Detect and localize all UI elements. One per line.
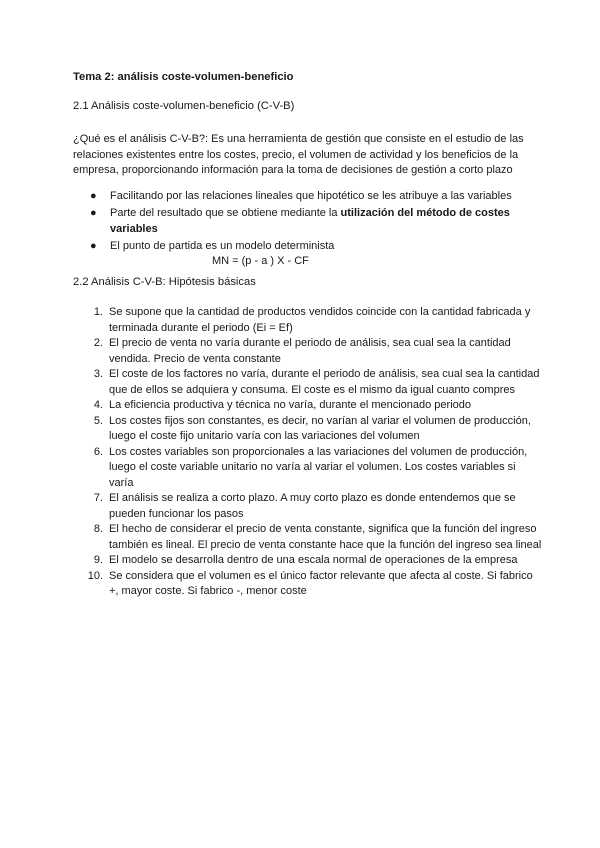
bullet-list [73, 189, 533, 271]
list-item [73, 367, 543, 398]
list-item [73, 414, 543, 445]
list-text: La eficiencia productiva y técnica no varía, durante el mencionado periodo [109, 399, 472, 411]
list-number: 8. [93, 523, 103, 535]
document-title: Tema 2: análisis coste-volumen-beneficio [73, 71, 294, 83]
bullet-text: Facilitando por las relaciones lineales que hipotético se les atribuye a las variables [110, 190, 512, 202]
list-number: 4. [93, 399, 103, 411]
list-item [73, 336, 543, 367]
list-text: Los costes variables son proporcionales a las variaciones del volumen de producción, luego el coste variable unitario no varía al variar el volumen. Los costes variables si varía [109, 445, 528, 489]
list-item [73, 206, 533, 237]
list-number: 3. [93, 368, 103, 380]
list-item [73, 305, 543, 336]
section-heading-2-1: 2.1 Análisis coste-volumen-beneficio (C-V-B) [73, 100, 295, 112]
bullet-icon: ● [90, 190, 97, 202]
list-item [73, 569, 543, 600]
list-text: El análisis se realiza a corto plazo. A muy corto plazo es donde entendemos que se pueden funcionar los pasos [109, 492, 516, 520]
list-number: 7. [93, 492, 103, 504]
bullet-text: El punto de partida es un modelo determinista [110, 239, 335, 252]
bullet-text-bold: utilización del método de costes variables [110, 207, 510, 235]
list-item [73, 445, 543, 492]
numbered-list [73, 305, 543, 600]
list-number: 2. [93, 337, 103, 349]
list-number: 1. [93, 306, 103, 318]
list-item [73, 553, 543, 569]
list-text: El hecho de considerar el precio de venta constante, significa que la función del ingreso también es lineal. El precio de venta constante hace que la función del ingreso sea lineal [109, 523, 542, 551]
list-number: 10. [87, 569, 103, 582]
section-heading-2-2: 2.2 Análisis C-V-B: Hipótesis básicas [73, 276, 256, 288]
bullet-icon: ● [90, 239, 97, 252]
list-text: Se considera que el volumen es el único factor relevante que afecta al coste. Si fabrico +, mayor coste. Si fabrico -, menor coste [109, 569, 533, 597]
list-item [73, 491, 543, 522]
list-text: Se supone que la cantidad de productos vendidos coincide con la cantidad fabricada y terminada durante el periodo (Ei = Ef) [109, 306, 531, 334]
list-text: Los costes fijos son constantes, es decir, no varían al variar el volumen de producción, luego el coste fijo unitario varía con las variaciones del volumen [109, 414, 531, 442]
list-number: 5. [93, 414, 103, 427]
list-item [73, 398, 543, 414]
list-item [73, 522, 543, 553]
intro-paragraph: ¿Qué es el análisis C-V-B?: Es una herramienta de gestión que consiste en el estudio de las relaciones existentes entre los costes, precio, el volumen de actividad y los beneficios de la empresa, proporcionando información para la toma de decisiones de gestión a corto plazo [73, 133, 524, 176]
bullet-text [110, 206, 533, 237]
bullet-icon: ● [90, 207, 97, 219]
list-text: El modelo se desarrolla dentro de una escala normal de operaciones de la empresa [109, 554, 518, 566]
list-number: 6. [93, 445, 103, 458]
list-item [73, 239, 533, 270]
bullet-text-plain: Parte del resultado que se obtiene mediante la [110, 207, 341, 219]
list-number: 9. [93, 554, 103, 566]
list-text: El precio de venta no varía durante el periodo de análisis, sea cual sea la cantidad vendida. Precio de venta constante [109, 337, 511, 365]
list-item [73, 189, 533, 205]
list-text: El coste de los factores no varía, durante el periodo de análisis, sea cual sea la cantidad que de ellos se adquiera y consuma. El coste es el mismo da igual cuanto compres [109, 368, 540, 396]
formula: MN = (p - a ) X - CF [212, 255, 309, 267]
